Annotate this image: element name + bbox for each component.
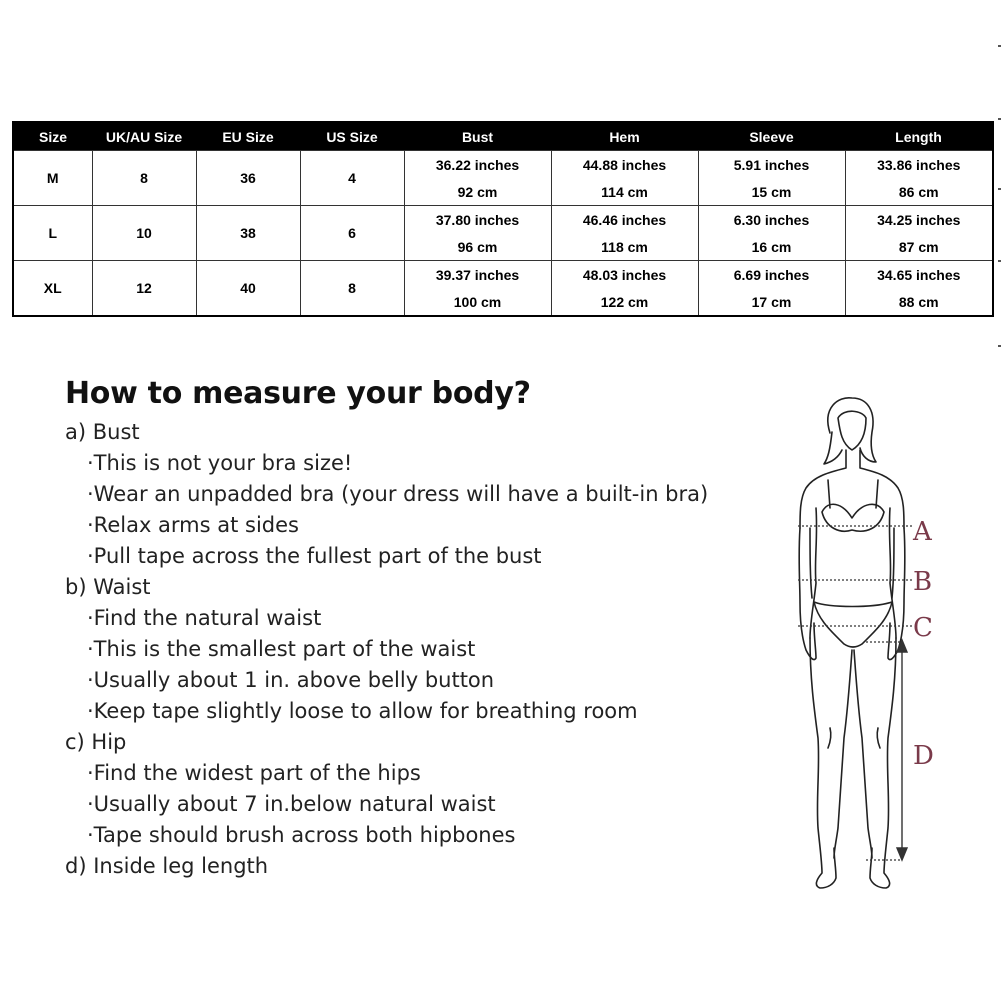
inside-leg-arrow bbox=[897, 640, 907, 860]
label-a: A bbox=[913, 517, 932, 547]
size-chart-table bbox=[12, 121, 994, 317]
header-uk-au-size: UK/AU Size bbox=[92, 122, 196, 151]
list-item: ·Pull tape across the fullest part of the bust bbox=[87, 544, 542, 568]
length-inches-cell: 34.65 inches bbox=[845, 261, 993, 289]
hem-inches-cell: 46.46 inches bbox=[551, 206, 698, 234]
header-eu-size: EU Size bbox=[196, 122, 300, 151]
hem-cm-cell: 114 cm bbox=[551, 178, 698, 206]
sleeve-cm-cell: 17 cm bbox=[698, 288, 845, 316]
length-inches-cell: 34.25 inches bbox=[845, 206, 993, 234]
header-bust: Bust bbox=[404, 122, 551, 151]
list-item: ·This is the smallest part of the waist bbox=[87, 637, 476, 661]
label-d: D bbox=[913, 741, 934, 771]
list-item: ·Wear an unpadded bra (your dress will have a built-in bra) bbox=[87, 482, 709, 506]
label-c: C bbox=[913, 613, 933, 643]
label-b: B bbox=[913, 567, 933, 597]
size-cell: M bbox=[13, 151, 92, 206]
eu-cell: 38 bbox=[196, 206, 300, 261]
measurement-labels bbox=[912, 517, 934, 771]
sleeve-cm-cell: 15 cm bbox=[698, 178, 845, 206]
header-size: Size bbox=[13, 122, 92, 151]
list-item: ·Keep tape slightly loose to allow for breathing room bbox=[87, 699, 638, 723]
sleeve-cm-cell: 16 cm bbox=[698, 233, 845, 261]
bust-inches-cell: 37.80 inches bbox=[404, 206, 551, 234]
body-measurement-figure bbox=[770, 388, 970, 898]
measuring-guide bbox=[65, 376, 708, 882]
section-inside-leg-title: d) Inside leg length bbox=[65, 854, 269, 878]
length-cm-cell: 86 cm bbox=[845, 178, 993, 206]
bust-inches-cell: 39.37 inches bbox=[404, 261, 551, 289]
hem-cm-cell: 118 cm bbox=[551, 233, 698, 261]
bust-inches-cell: 36.22 inches bbox=[404, 151, 551, 179]
us-cell: 6 bbox=[300, 206, 404, 261]
table-header-row bbox=[13, 122, 993, 151]
length-cm-cell: 87 cm bbox=[845, 233, 993, 261]
length-inches-cell: 33.86 inches bbox=[845, 151, 993, 179]
uk-au-cell: 8 bbox=[92, 151, 196, 206]
list-item: ·This is not your bra size! bbox=[87, 451, 353, 475]
section-bust-title: a) Bust bbox=[65, 420, 140, 444]
us-cell: 4 bbox=[300, 151, 404, 206]
size-cell: L bbox=[13, 206, 92, 261]
header-sleeve: Sleeve bbox=[698, 122, 845, 151]
list-item: ·Usually about 1 in. above belly button bbox=[87, 668, 495, 692]
bust-cm-cell: 96 cm bbox=[404, 233, 551, 261]
body-outline bbox=[799, 398, 905, 888]
length-cm-cell: 88 cm bbox=[845, 288, 993, 316]
size-cell: XL bbox=[13, 261, 92, 317]
table-row bbox=[13, 151, 993, 179]
table-row bbox=[13, 261, 993, 289]
section-hip-title: c) Hip bbox=[65, 730, 127, 754]
us-cell: 8 bbox=[300, 261, 404, 317]
bust-cm-cell: 92 cm bbox=[404, 178, 551, 206]
guide-title: How to measure your body? bbox=[65, 376, 531, 411]
eu-cell: 36 bbox=[196, 151, 300, 206]
bust-cm-cell: 100 cm bbox=[404, 288, 551, 316]
uk-au-cell: 12 bbox=[92, 261, 196, 317]
header-hem: Hem bbox=[551, 122, 698, 151]
list-item: ·Usually about 7 in.below natural waist bbox=[87, 792, 496, 816]
list-item: ·Tape should brush across both hipbones bbox=[87, 823, 516, 847]
hem-inches-cell: 44.88 inches bbox=[551, 151, 698, 179]
eu-cell: 40 bbox=[196, 261, 300, 317]
list-item: ·Find the natural waist bbox=[87, 606, 322, 630]
list-item: ·Relax arms at sides bbox=[87, 513, 299, 537]
hem-cm-cell: 122 cm bbox=[551, 288, 698, 316]
hem-inches-cell: 48.03 inches bbox=[551, 261, 698, 289]
list-item: ·Find the widest part of the hips bbox=[87, 761, 421, 785]
sleeve-inches-cell: 6.30 inches bbox=[698, 206, 845, 234]
section-waist-title: b) Waist bbox=[65, 575, 151, 599]
table-row bbox=[13, 206, 993, 234]
sleeve-inches-cell: 5.91 inches bbox=[698, 151, 845, 179]
sleeve-inches-cell: 6.69 inches bbox=[698, 261, 845, 289]
header-length: Length bbox=[845, 122, 993, 151]
header-us-size: US Size bbox=[300, 122, 404, 151]
uk-au-cell: 10 bbox=[92, 206, 196, 261]
